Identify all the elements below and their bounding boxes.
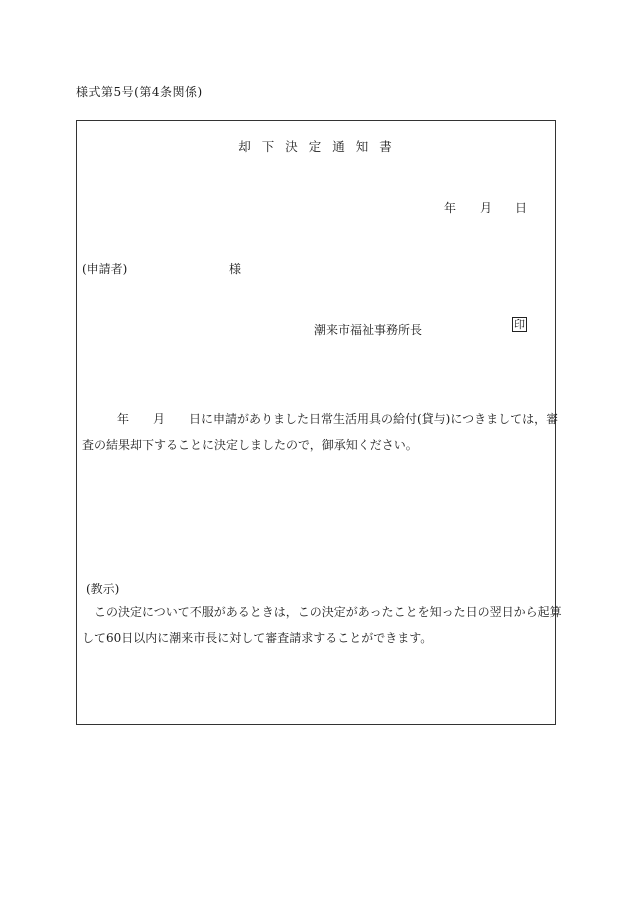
applicant-label: (申請者) [82, 262, 128, 276]
applicant-honorific: 様 [229, 262, 242, 276]
seal-mark: 印 [514, 318, 525, 331]
form-number: 様式第5号(第4条関係) [76, 85, 203, 99]
notice-year-unit: 年 [117, 412, 130, 426]
instruction-line-2: して60日以内に潮来市長に対して審査請求することができます。 [82, 631, 433, 645]
instruction-label: (教示) [86, 582, 120, 596]
date-day-unit: 日 [515, 201, 528, 215]
date-month-unit: 月 [480, 201, 493, 215]
instruction-line-1: この決定について不服があるときは，この決定があったことを知った日の翌日から起算 [94, 605, 562, 619]
notice-line-1-text: 日に申請がありました日常生活用具の給付(貸与)につきましては，審 [189, 412, 559, 426]
date-year-unit: 年 [444, 201, 457, 215]
issuer-name: 潮来市福祉事務所長 [314, 323, 423, 337]
notice-line-2: 査の結果却下することに決定しましたので，御承知ください。 [82, 438, 418, 452]
document-title: 却下決定通知書 [238, 139, 403, 154]
notice-month-unit: 月 [153, 412, 166, 426]
